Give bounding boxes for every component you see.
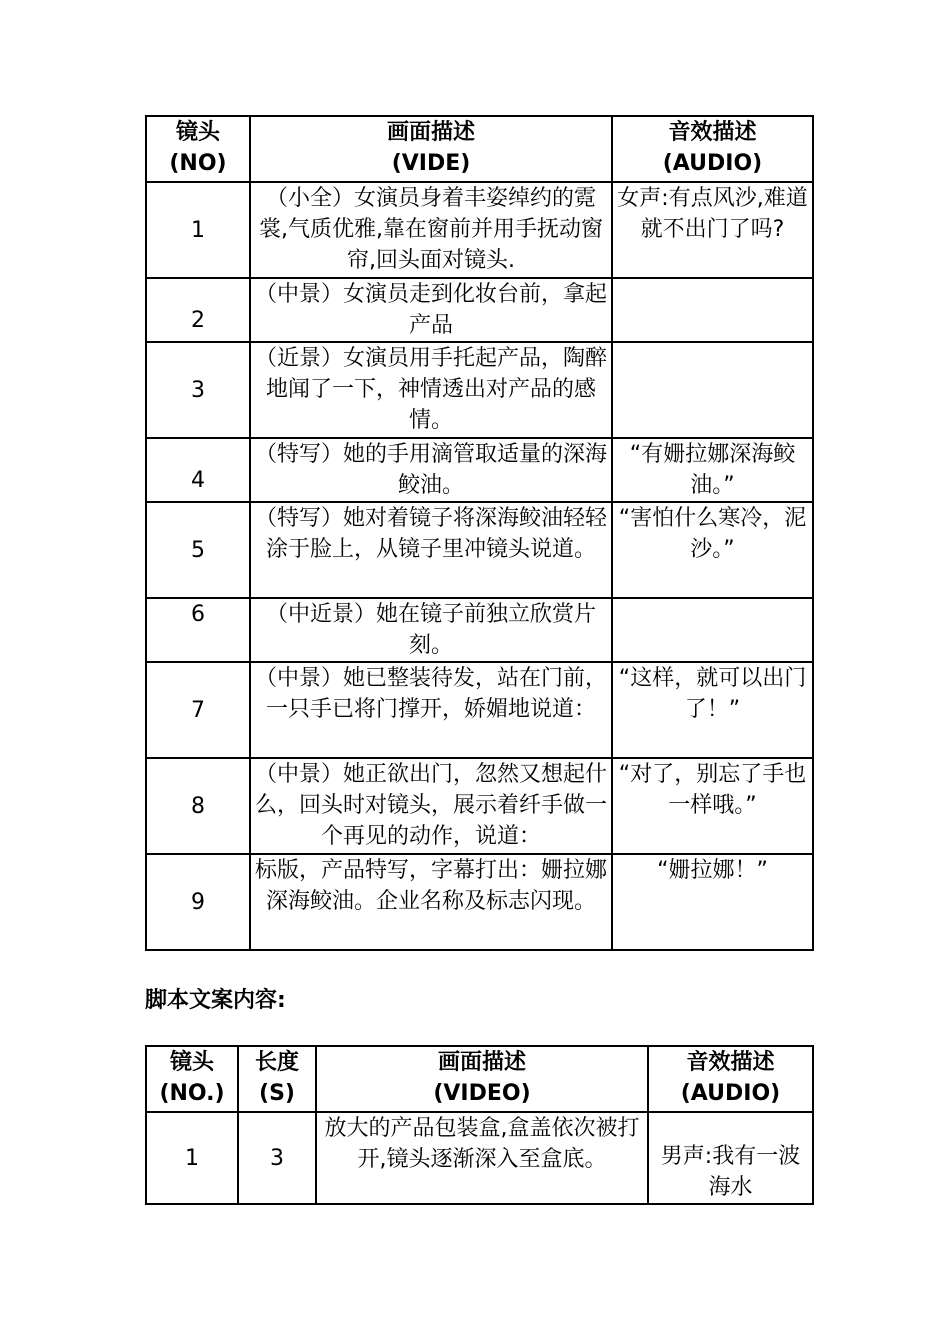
shot-audio: “对了，别忘了手也一样哦。” — [612, 758, 813, 854]
script-table — [145, 1045, 814, 1205]
table-header-row — [146, 116, 813, 182]
header-video: 画面描述 (VIDEO) — [316, 1046, 648, 1112]
table-row — [146, 502, 813, 598]
table-row — [146, 342, 813, 438]
shot-number: 3 — [146, 342, 250, 438]
shot-description: （小全）女演员身着丰姿绰约的霓裳,气质优雅,靠在窗前并用手抚动窗帘,回头面对镜头. — [250, 182, 612, 278]
header-audio: 音效描述 (AUDIO) — [612, 116, 813, 182]
table-row — [146, 758, 813, 854]
shot-audio: 女声:有点风沙,难道就不出门了吗? — [612, 182, 813, 278]
shot-audio — [612, 278, 813, 342]
shot-description: （中近景）她在镜子前独立欣赏片刻。 — [250, 598, 612, 662]
table-row — [146, 438, 813, 502]
shot-length: 3 — [238, 1112, 316, 1204]
table-row — [146, 598, 813, 662]
shot-audio: “这样，就可以出门了！” — [612, 662, 813, 758]
table-row — [146, 278, 813, 342]
shot-description: 标版，产品特写，字幕打出：姗拉娜深海鲛油。企业名称及标志闪现。 — [250, 854, 612, 950]
table-row — [146, 854, 813, 950]
header-shot: 镜头 (NO.) — [146, 1046, 238, 1112]
shot-audio — [612, 342, 813, 438]
header-length: 长度 (S) — [238, 1046, 316, 1112]
shot-description: （特写）她的手用滴管取适量的深海鲛油。 — [250, 438, 612, 502]
shot-table — [145, 115, 814, 951]
shot-number: 1 — [146, 1112, 238, 1204]
shot-audio — [612, 598, 813, 662]
shot-audio: “姗拉娜！” — [612, 854, 813, 950]
shot-description: （中景）女演员走到化妆台前，拿起产品 — [250, 278, 612, 342]
header-audio: 音效描述 (AUDIO) — [648, 1046, 813, 1112]
shot-audio: “害怕什么寒冷，泥沙。” — [612, 502, 813, 598]
shot-number: 6 — [146, 598, 250, 662]
shot-number: 8 — [146, 758, 250, 854]
section-heading: 脚本文案内容: — [145, 988, 286, 1013]
shot-description: （特写）她对着镜子将深海鲛油轻轻涂于脸上，从镜子里冲镜头说道。 — [250, 502, 612, 598]
shot-number: 5 — [146, 502, 250, 598]
table-row — [146, 182, 813, 278]
shot-description: 放大的产品包装盒,盒盖依次被打开,镜头逐渐深入至盒底。 — [316, 1112, 648, 1204]
header-shot: 镜头 (NO) — [146, 116, 250, 182]
shot-number: 1 — [146, 182, 250, 278]
shot-number: 9 — [146, 854, 250, 950]
shot-number: 4 — [146, 438, 250, 502]
shot-description: （近景）女演员用手托起产品，陶醉地闻了一下，神情透出对产品的感情。 — [250, 342, 612, 438]
table-row — [146, 1112, 813, 1204]
shot-number: 7 — [146, 662, 250, 758]
shot-description: （中景）她已整装待发，站在门前，一只手已将门撑开，娇媚地说道： — [250, 662, 612, 758]
shot-audio: 男声:我有一波海水 — [648, 1112, 813, 1204]
header-video: 画面描述 (VIDE) — [250, 116, 612, 182]
shot-description: （中景）她正欲出门，忽然又想起什么，回头时对镜头，展示着纤手做一个再见的动作，说道： — [250, 758, 612, 854]
shot-audio: “有姗拉娜深海鲛油。” — [612, 438, 813, 502]
shot-number: 2 — [146, 278, 250, 342]
table-row — [146, 662, 813, 758]
table-header-row — [146, 1046, 813, 1112]
